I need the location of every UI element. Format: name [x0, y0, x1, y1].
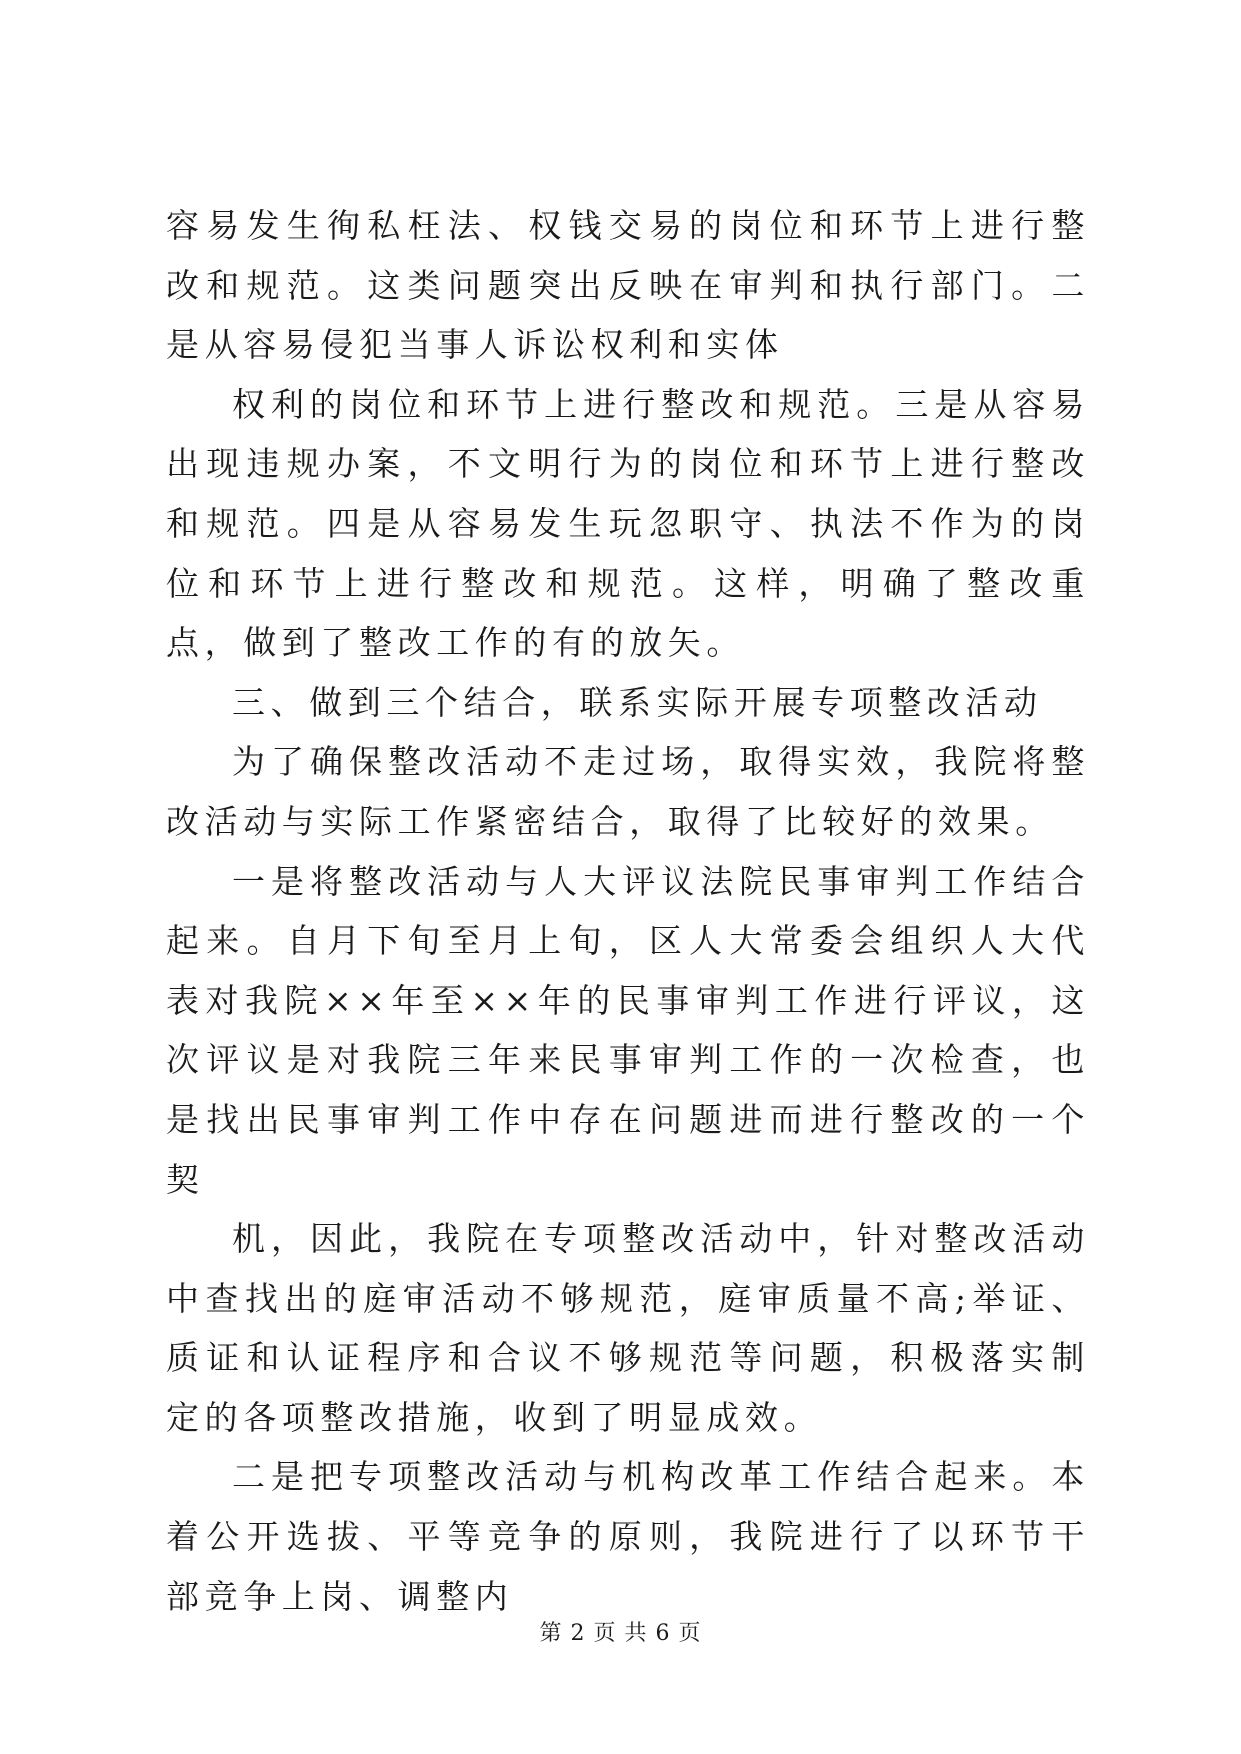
paragraph-1: 容易发生徇私枉法、权钱交易的岗位和环节上进行整改和规范。这类问题突出反映在审判和执行部门。二是从容易侵犯当事人诉讼权利和实体 [166, 206, 1090, 365]
document-body [166, 196, 1090, 1626]
paragraph-5: 机，因此，我院在专项整改活动中，针对整改活动中查找出的庭审活动不够规范，庭审质量不高;举证、质证和认证程序和合议不够规范等问题，积极落实制定的各项整改措施，收到了明显成效。 [166, 1219, 1090, 1437]
page-number-footer: 第 2 页 共 6 页 [539, 1621, 702, 1646]
paragraph-4: 一是将整改活动与人大评议法院民事审判工作结合起来。自月下旬至月上旬，区人大常委会组织人大代表对我院××年至××年的民事审判工作进行评议，这次评议是对我院三年来民事审判工作的一次检查，也是找出民事审判工作中存在问题进而进行整改的一个契 [166, 861, 1090, 1199]
section-heading: 三、做到三个结合，联系实际开展专项整改活动 [232, 682, 1043, 722]
paragraph-6: 二是把专项整改活动与机构改革工作结合起来。本着公开选拔、平等竞争的原则，我院进行了以环节干部竞争上岗、调整内 [166, 1457, 1090, 1616]
paragraph-2: 权利的岗位和环节上进行整改和规范。三是从容易出现违规办案，不文明行为的岗位和环节上进行整改和规范。四是从容易发生玩忽职守、执法不作为的岗位和环节上进行整改和规范。这样，明确了整改重点，做到了整改工作的有的放矢。 [166, 384, 1090, 663]
paragraph-3: 为了确保整改活动不走过场，取得实效，我院将整改活动与实际工作紧密结合，取得了比较好的效果。 [166, 742, 1090, 841]
